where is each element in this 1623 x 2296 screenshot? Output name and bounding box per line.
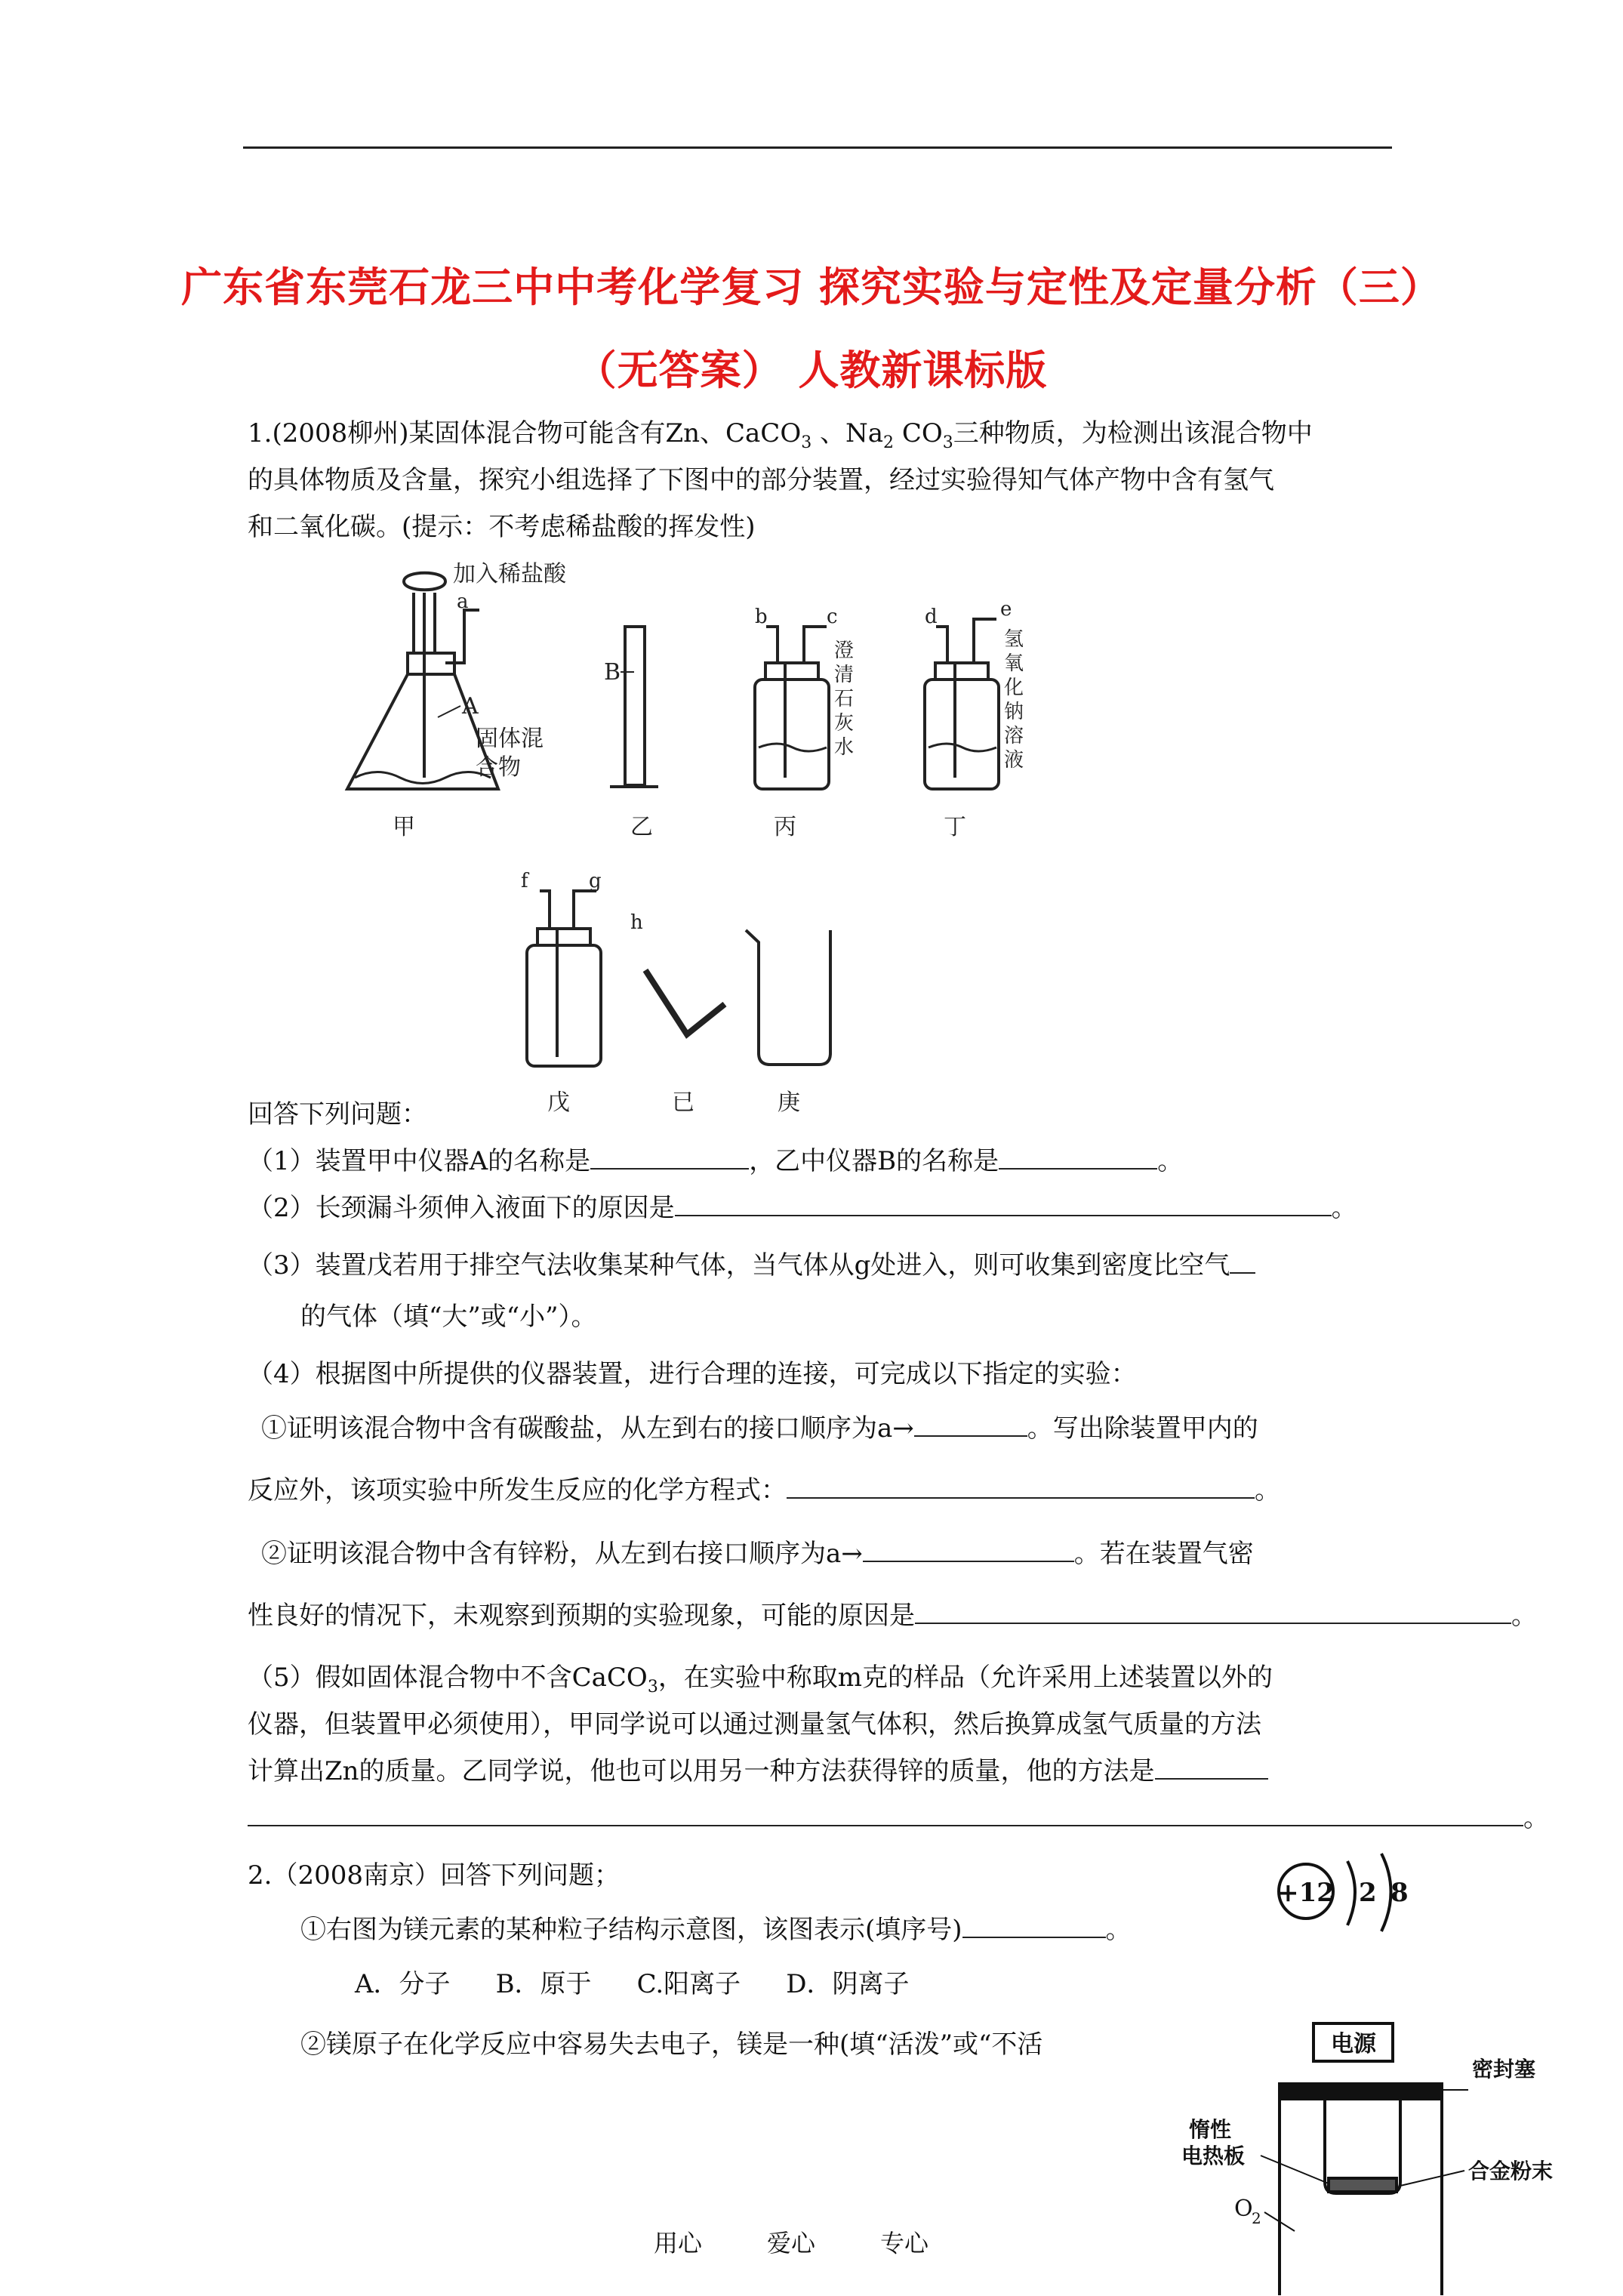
q1-part5-line2: 仪器，但装置甲必须使用），甲同学说可以通过测量氢气体积，然后换算成氢气质量的方法 <box>248 1709 1261 1740</box>
footer-text-2: 爱心 <box>767 2229 816 2257</box>
svg-text:澄: 澄 <box>834 639 855 662</box>
svg-text:密封塞: 密封塞 <box>1472 2057 1536 2082</box>
answer-blank[interactable] <box>962 1911 1106 1938</box>
answer-blank[interactable] <box>1155 1752 1268 1780</box>
q1-part5-line3: 计算出Zn的质量。乙同学说，他也可以用另一种方法获得锌的质量，他的方法是 <box>248 1750 1268 1787</box>
beaker-geng <box>746 930 830 1116</box>
q1-part5-line4: 。 <box>248 1797 1549 1834</box>
svg-text:c: c <box>827 606 838 628</box>
header-rule <box>243 146 1392 149</box>
q1-part2: （2）长颈漏斗须伸入液面下的原因是 。 <box>248 1187 1357 1224</box>
svg-text:惰性: 惰性 <box>1189 2117 1232 2142</box>
sealed-container-diagram <box>1181 2008 1574 2295</box>
svg-text:加入稀盐酸: 加入稀盐酸 <box>453 561 566 587</box>
answer-blank[interactable] <box>1230 1247 1255 1274</box>
svg-text:B: B <box>604 659 621 686</box>
svg-text:合金粉末: 合金粉末 <box>1468 2159 1554 2184</box>
svg-text:e: e <box>1000 598 1012 621</box>
q1-part3-cont: 的气体（填“大”或“小”）。 <box>300 1302 597 1332</box>
page-title-line2: （无答案） 人教新课标版 <box>575 346 1048 394</box>
q2-part2: ②镁原子在化学反应中容易失去电子，镁是一种(填“活泼”或“不活 <box>300 2029 1043 2060</box>
svg-text:氢: 氢 <box>1004 628 1024 651</box>
svg-text:戊: 戊 <box>547 1089 570 1116</box>
answer-blank[interactable] <box>863 1535 1074 1562</box>
q1-answer-intro: 回答下列问题： <box>248 1099 427 1130</box>
q2-part1: ①右图为镁元素的某种粒子结构示意图，该图表示(填序号) 。 <box>300 1909 1132 1946</box>
svg-text:液: 液 <box>1004 749 1024 772</box>
svg-text:A: A <box>462 693 479 720</box>
q1-part3: （3）装置戊若用于排空气法收集某种气体，当气体从g处进入，则可收集到密度比空气 <box>248 1244 1255 1281</box>
svg-text:h: h <box>630 911 643 934</box>
svg-text:+12: +12 <box>1277 1878 1335 1908</box>
bottle-wu <box>521 870 602 1116</box>
q1-part4: （4）根据图中所提供的仪器装置，进行合理的连接，可完成以下指定的实验： <box>248 1359 1137 1389</box>
svg-text:丙: 丙 <box>774 814 796 840</box>
answer-blank[interactable] <box>590 1142 749 1170</box>
svg-text:8: 8 <box>1390 1878 1409 1908</box>
answer-blank[interactable] <box>914 1410 1027 1437</box>
svg-text:固体混: 固体混 <box>476 726 544 752</box>
page-title-line1: 广东省东莞石龙三中中考化学复习 探究实验与定性及定量分析（三） <box>181 263 1442 311</box>
option-d: D．阴离子 <box>786 1969 910 1999</box>
ion-structure-diagram <box>1276 1842 1427 1940</box>
q1-stem-line1: 1.(2008柳州)某固体混合物可能含有Zn、CaCO$_3$ 、$Na_2$ $CO_3$三种物质，为检测出该混合物中 <box>248 418 1313 452</box>
svg-text:灰: 灰 <box>834 712 855 735</box>
svg-text:庚: 庚 <box>778 1089 800 1116</box>
cylinder-yi <box>604 627 658 840</box>
q1-part1: （1）装置甲中仪器A的名称是 ，乙中仪器B的名称是 。 <box>248 1140 1183 1177</box>
svg-text:f: f <box>521 870 528 892</box>
q1-stem-line3: 和二氧化碳。(提示：不考虑稀盐酸的挥发性) <box>248 512 756 542</box>
svg-text:合物: 合物 <box>476 754 521 781</box>
svg-text:已: 已 <box>672 1089 694 1116</box>
svg-text:d: d <box>925 606 938 628</box>
svg-text:清: 清 <box>834 664 855 686</box>
footer-text-3: 专心 <box>880 2229 929 2257</box>
svg-text:乙: 乙 <box>630 814 653 840</box>
q1-part5: （5）假如固体混合物中不含CaCO$_3$，在实验中称取m克的样品（允许采用上述装置以外的 <box>248 1663 1273 1697</box>
svg-text:电热板: 电热板 <box>1181 2143 1246 2168</box>
svg-text:石: 石 <box>834 688 855 710</box>
bottle-bing <box>755 606 854 840</box>
bent-tube-yi <box>630 911 725 1116</box>
bottle-ding <box>925 598 1024 840</box>
flask-jia <box>347 561 567 840</box>
q1-part4-2: ②证明该混合物中含有锌粉，从左到右接口顺序为a→ 。若在装置气密 <box>261 1533 1254 1570</box>
svg-text:氧: 氧 <box>1004 652 1024 675</box>
q1-stem-line2: 的具体物质及含量，探究小组选择了下图中的部分装置，经过实验得知气体产物中含有氢气 <box>248 465 1274 495</box>
svg-text:钠: 钠 <box>1004 701 1024 723</box>
option-a: A．分子 <box>355 1969 451 1999</box>
apparatus-figure <box>332 551 1223 1116</box>
svg-text:2: 2 <box>1252 2209 1261 2227</box>
q1-part4-2-cont: 性良好的情况下，未观察到预期的实验现象，可能的原因是 。 <box>248 1595 1537 1632</box>
svg-text:b: b <box>755 606 768 628</box>
answer-blank[interactable] <box>248 1799 1523 1826</box>
footer-text-1: 用心 <box>654 2229 703 2257</box>
svg-text:O: O <box>1234 2196 1253 2222</box>
q1-part4-1-cont: 反应外，该项实验中所发生反应的化学方程式： 。 <box>248 1469 1280 1506</box>
svg-text:2: 2 <box>1359 1878 1377 1908</box>
svg-text:化: 化 <box>1004 676 1024 699</box>
answer-blank[interactable] <box>915 1597 1511 1624</box>
q1-part4-1: ①证明该混合物中含有碳酸盐，从左到右的接口顺序为a→ 。写出除装置甲内的 <box>261 1407 1258 1444</box>
answer-blank[interactable] <box>787 1472 1255 1499</box>
svg-text:水: 水 <box>834 736 855 759</box>
answer-blank[interactable] <box>999 1142 1157 1170</box>
svg-text:甲: 甲 <box>393 814 415 840</box>
svg-text:溶: 溶 <box>1004 725 1024 747</box>
q2-stem: 2.（2008南京）回答下列问题； <box>248 1860 620 1891</box>
svg-text:电源: 电源 <box>1331 2031 1376 2057</box>
q2-options <box>355 1963 909 2000</box>
option-c: C.阳离子 <box>636 1969 741 1999</box>
option-b: B．原于 <box>495 1969 592 1999</box>
svg-text:a: a <box>457 590 469 613</box>
svg-text:丁: 丁 <box>944 814 966 840</box>
answer-blank[interactable] <box>675 1189 1332 1216</box>
svg-text:g: g <box>589 870 602 892</box>
